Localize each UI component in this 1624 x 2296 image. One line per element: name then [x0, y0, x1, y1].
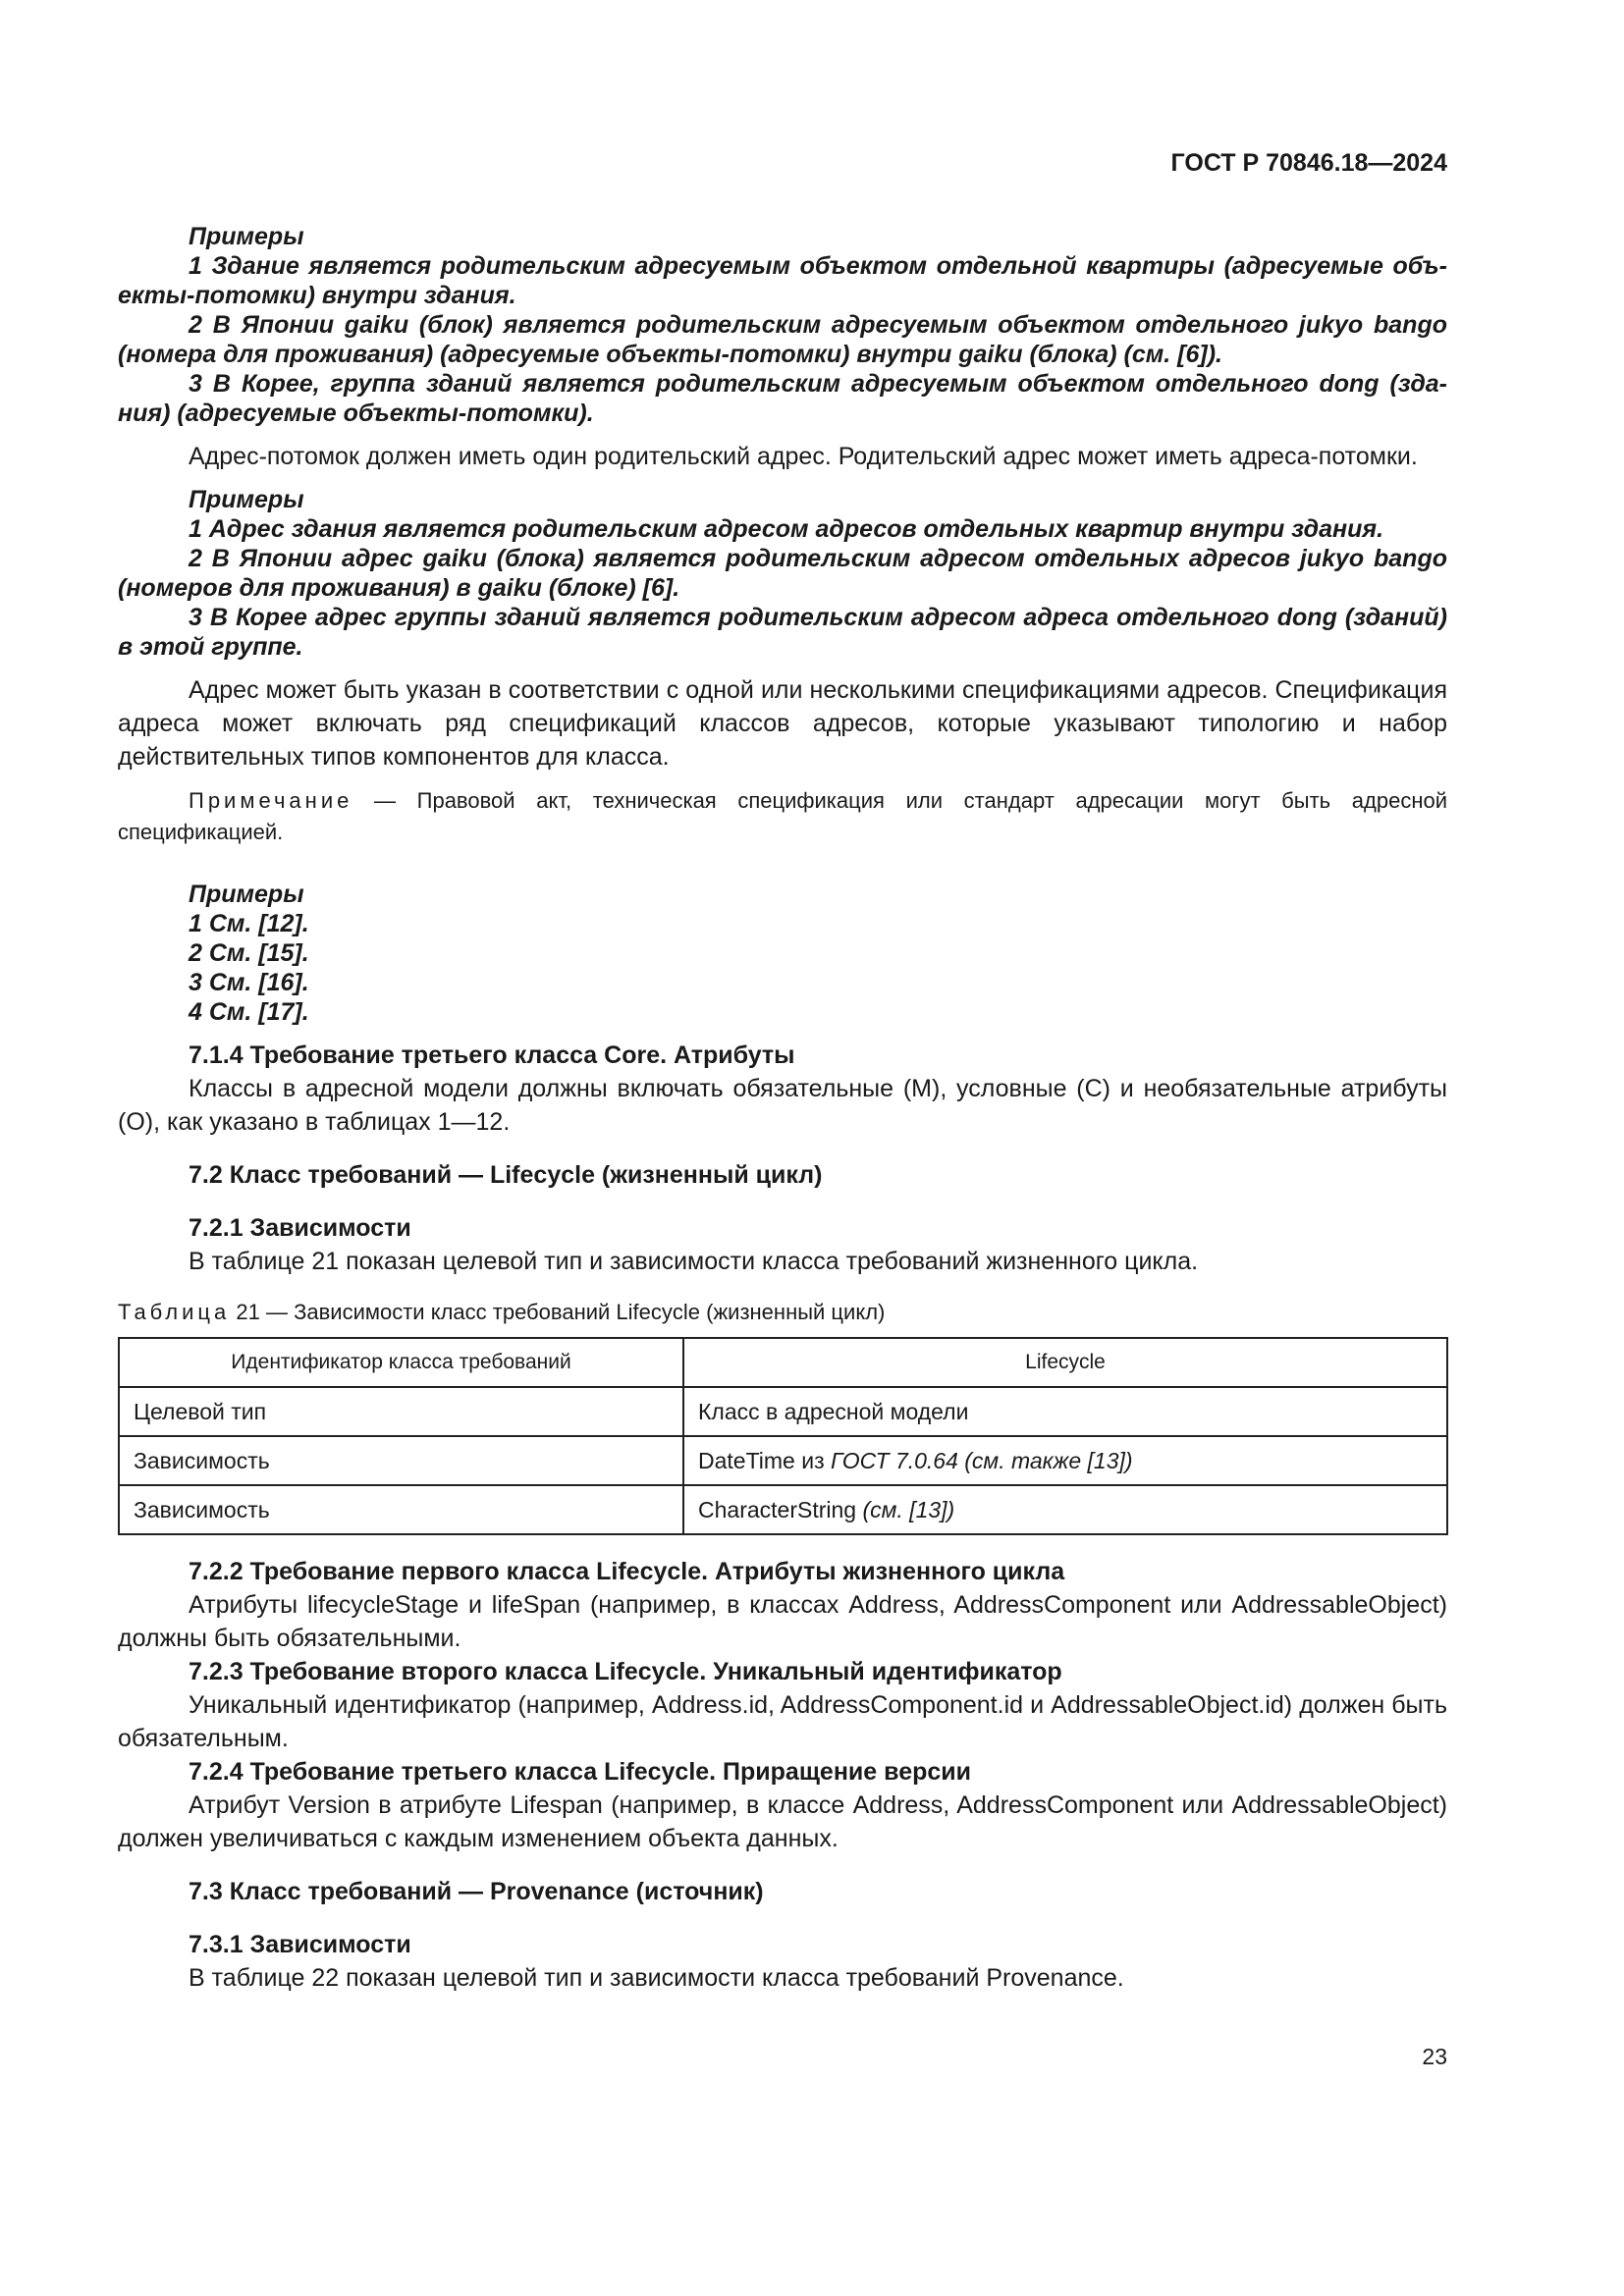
table-cell [683, 1485, 1447, 1534]
example-item: 2 См. [15]. [189, 939, 309, 967]
cell-text: DateTime из [698, 1448, 832, 1473]
paragraph: Адрес может быть указан в соответствии с одной или несколькими спецификациями адресов. Спецификация адреса может включать ряд спецификаций классов адресов, которые указывают типологию и набор действительных типов компонентов для класса. [118, 676, 1447, 771]
table-row [119, 1387, 1447, 1436]
table-header-cell: Идентификатор класса требований [119, 1338, 683, 1387]
section-7-1-4-heading: 7.1.4 Требование третьего класса Core. Атрибуты [189, 1041, 795, 1069]
section-7-2-4-heading: 7.2.4 Требование третьего класса Lifecycle. Приращение версии [189, 1758, 972, 1786]
section-7-2-2-heading: 7.2.2 Требование первого класса Lifecycle. Атрибуты жизненного цикла [189, 1558, 1065, 1585]
section-7-1-4-text: Классы в адресной модели должны включать обязательные (M), условные (C) и необязательные атрибуты (O), как указано в таблицах 1—12. [118, 1075, 1447, 1136]
section-7-2-1-heading: 7.2.1 Зависимости [189, 1214, 411, 1242]
table-row [119, 1485, 1447, 1534]
table-21 [118, 1337, 1448, 1535]
table-cell [683, 1436, 1447, 1485]
example-item: 2 В Японии адрес gaiku (блока) является родительским адресом отдельных адресов jukyo bango (номеров для проживания) в gaiku (блоке) [6]. [118, 545, 1447, 602]
example-item: 3 См. [16]. [189, 969, 309, 996]
section-7-3-1-heading: 7.3.1 Зависимости [189, 1931, 411, 1958]
table-cell [683, 1387, 1447, 1436]
page-number: 23 [1422, 2044, 1447, 2069]
example-item: 4 См. [17]. [189, 998, 309, 1026]
cell-text: CharacterString [698, 1497, 863, 1522]
example-item: 2 В Японии gaiku (блок) является родительским адресуемым объектом отдельного jukyo bango (номера для проживания) (адресуемые объекты-потомки) внутри gaiku (блока) (см. [6]). [118, 311, 1447, 368]
section-7-2-2-text: Атрибуты lifecycleStage и lifeSpan (например, в классах Address, AddressComponent или AddressableObject) должны быть обязательными. [118, 1591, 1447, 1652]
cell-text-italic: (см. [13]) [862, 1497, 955, 1522]
example-item: 1 Здание является родительским адресуемым объектом отдельной квартиры (адресуемые объекты-потомки) внутри здания. [118, 252, 1447, 309]
examples-title: Примеры [189, 223, 304, 250]
section-7-2-heading: 7.2 Класс требований — Lifecycle (жизненный цикл) [189, 1161, 823, 1189]
example-item: 3 В Корее адрес группы зданий является родительским адресом адреса отдельного dong (зданий) в этой группе. [118, 604, 1447, 661]
example-item: 1 См. [12]. [189, 910, 309, 937]
note-text: — Правовой акт, техническая спецификация или стандарт адресации могут быть адресной спецификацией. [118, 788, 1447, 844]
document-id: ГОСТ Р 70846.18—2024 [1170, 149, 1447, 177]
table-caption-text: 21 — Зависимости класс требований Lifecycle (жизненный цикл) [230, 1300, 886, 1324]
section-7-3-heading: 7.3 Класс требований — Provenance (источник) [189, 1878, 764, 1905]
cell-text: Класс в адресной модели [698, 1399, 969, 1424]
table-caption-label: Таблица [118, 1300, 231, 1324]
section-7-2-3-text: Уникальный идентификатор (например, Address.id, AddressComponent.id и AddressableObject.id) должен быть обязательным. [118, 1691, 1447, 1752]
examples-title: Примеры [189, 486, 304, 513]
section-7-2-1-text: В таблице 21 показан целевой тип и зависимости класса требований жизненного цикла. [189, 1248, 1199, 1275]
table-cell: Зависимость [119, 1436, 683, 1485]
table-caption [118, 1298, 1447, 1327]
note [118, 785, 1447, 848]
paragraph: Адрес-потомок должен иметь один родительский адрес. Родительский адрес может иметь адреса-потомки. [189, 443, 1418, 470]
section-7-3-1-text: В таблице 22 показан целевой тип и зависимости класса требований Provenance. [189, 1964, 1124, 1992]
section-7-2-3-heading: 7.2.3 Требование второго класса Lifecycle. Уникальный идентификатор [189, 1658, 1062, 1685]
table-header-row [119, 1338, 1447, 1387]
table-row [119, 1436, 1447, 1485]
examples-block-3 [118, 880, 1447, 1027]
table-cell: Целевой тип [119, 1387, 683, 1436]
examples-title: Примеры [189, 881, 304, 908]
cell-text-italic: ГОСТ 7.0.64 (см. также [13]) [831, 1448, 1133, 1473]
table-header-cell: Lifecycle [683, 1338, 1447, 1387]
example-item: 1 Адрес здания является родительским адресом адресов отдельных квартир внутри здания. [189, 515, 1384, 543]
note-label: Примечание [189, 788, 353, 813]
examples-block-2 [118, 485, 1447, 662]
examples-block-1 [118, 222, 1447, 428]
table-cell: Зависимость [119, 1485, 683, 1534]
section-7-2-4-text: Атрибут Version в атрибуте Lifespan (например, в классе Address, AddressComponent или AddressableObject) должен увеличиваться с каждым изменением объекта данных. [118, 1791, 1447, 1852]
page-content [118, 222, 1447, 1995]
example-item: 3 В Корее, группа зданий является родительским адресуемым объектом отдельного dong (здания) (адресуемые объекты-потомки). [118, 370, 1447, 427]
